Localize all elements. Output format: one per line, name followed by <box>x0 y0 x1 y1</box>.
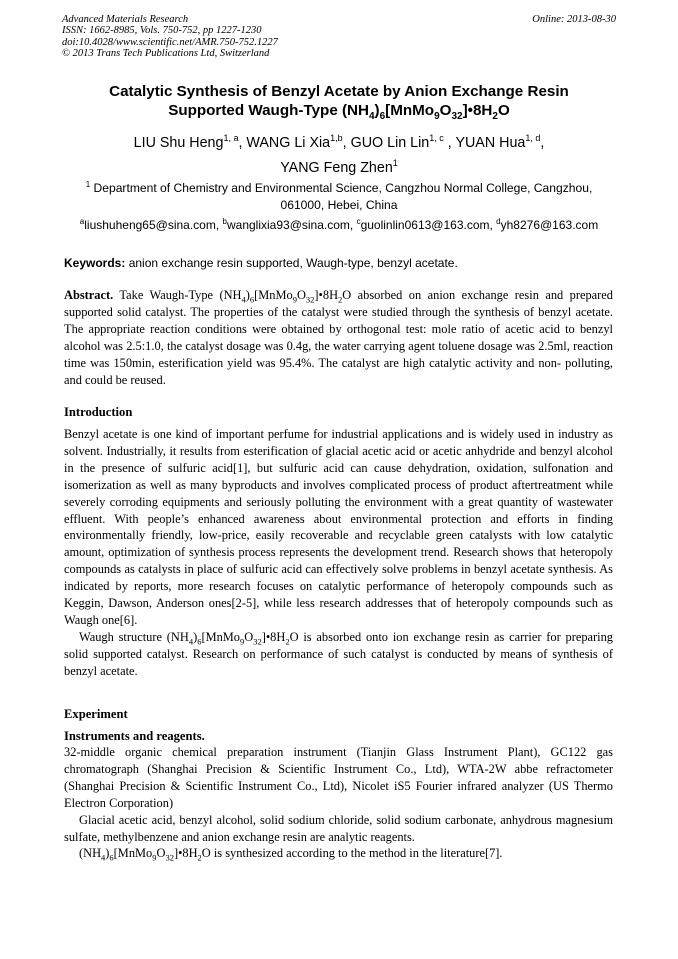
email-b: wanglixia93@sina.com <box>226 218 350 232</box>
abstract-text: Take Waugh-Type (NH <box>113 288 242 302</box>
title-text: Supported Waugh-Type (NH <box>168 102 369 119</box>
abstract-text: ]•8H <box>314 288 339 302</box>
intro-text: O is absorbed onto ion exchange resin as carrier for preparing solid supported catalyst. Research on performance of such catalyst is conducted by means of synthesis of benzyl acetate. <box>64 629 614 678</box>
abstract-subscript: 32 <box>305 294 315 305</box>
abstract-text: O absorbed on anion exchange resin and prepared supported solid catalyst. The properties of the catalyst were studied through the synthesis of benzyl acetate. The appropriate reaction conditions were obtained by orthogonal test: mole ratio of acetic acid to benzyl alcohol was 2.5:1.0, the catalyst dosage was 0.4g, the water carrying agent toluene dosage was 2.5ml, reaction time was 150min, esterification yield was 95.4%. The catalyst are high catalytic activity and non- polluting, and could be reused. <box>64 288 613 387</box>
exp-text: ) <box>105 846 110 861</box>
affiliation-line-1 <box>60 180 618 197</box>
title-text: ) <box>374 102 380 119</box>
abstract-paragraph <box>64 287 613 388</box>
abstract-text: O <box>296 288 306 302</box>
author-line-1: LIU Shu Heng$^{1, a}$, WANG Li Xia$^{1,b}$, GUO Lin Lin$^{1, c}$ , YUAN Hua$^{1, d}$, <box>133 133 545 151</box>
doi-line: doi:10.4028/www.scientific.net/AMR.750-752.1227 <box>62 36 278 48</box>
title-subscript: 4 <box>368 111 375 123</box>
title-text: O <box>497 102 510 119</box>
exp-subscript: 2 <box>197 852 202 863</box>
title-line-1: Catalytic Synthesis of Benzyl Acetate by Anion Exchange Resin <box>109 83 569 100</box>
abstract-subscript: 4 <box>241 294 246 305</box>
email-mark: c <box>356 217 361 226</box>
experiment-paragraph-2: Glacial acetic acid, benzyl alcohol, solid sodium chloride, solid sodium carbonate, anhydrous magnesium sulfate, methylbenzene and anion exchange resin are analytic reagents. <box>64 812 613 844</box>
title-subscript: 2 <box>492 111 498 123</box>
intro-subscript: 9 <box>240 636 245 647</box>
author-name: GUO Lin Lin <box>350 135 430 151</box>
experiment-body <box>64 744 613 862</box>
intro-subscript: 32 <box>253 636 262 647</box>
author-affil-mark: 1, a <box>223 133 239 144</box>
journal-name: Advanced Materials Research <box>62 14 189 25</box>
instruments-subheading: Instruments and reagents. <box>64 729 205 743</box>
experiment-heading: Experiment <box>64 707 128 721</box>
intro-subscript: 6 <box>197 636 202 647</box>
email-d: yh8276@163.com <box>500 218 599 232</box>
author-affil-mark: 1, c <box>429 133 444 144</box>
intro-text: [MnMo <box>201 629 241 644</box>
abstract-subscript: 2 <box>338 294 343 305</box>
abstract-subscript: 6 <box>249 294 255 305</box>
author-list <box>40 131 638 180</box>
author-line-2 <box>40 156 638 181</box>
email-line: $^a$liushuheng65@sina.com, $^b$wanglixia93@sina.com, $^c$guolinlin0613@163.com, $^d$yh8276@163.com <box>79 217 599 232</box>
intro-subscript: 2 <box>285 636 290 647</box>
intro-text: ) <box>193 629 198 644</box>
exp-subscript: 32 <box>165 852 174 863</box>
author-affil-mark: 1,b <box>330 133 343 144</box>
experiment-paragraph-3 <box>64 845 613 862</box>
running-header <box>62 14 616 60</box>
abstract-text: ) <box>245 288 250 302</box>
author-affil-mark: 1, d <box>525 133 541 144</box>
title-text: [MnMo <box>385 102 435 119</box>
keywords <box>64 255 624 271</box>
title-line-2 <box>40 101 638 123</box>
introduction-paragraph-1: Benzyl acetate is one kind of important perfume for industrial applications and is widely used in industry as solvent. Industrially, it results from esterification of glacial acetic acid or acetic anhydride and benzyl alcohol in the presence of sulfuric acid[1], but sulfuric acid can cause dehydration, oxidation, sulfonation and isomerization as well as many byproducts and involves complicated process of product aftertreatment while severely corroding equipments and seriously polluting the environment with a great quantity of wastewater effluent. With people’s enhanced awareness about environmental protection and efforts in finding environmentally friendly, low-price, easily recoverable and recyclable green catalysts with low catalytic amount, optimization of synthesis process represents the development trend. Research shows that heteropoly compounds as catalysts in place of sulfuric acid can effectively solve problems in benzyl acetate synthesis. As indicated by reports, more research focuses on catalytic performance of heteropoly compounds such as Keggin, Dawson, Anderson ones[2-5], while less research addresses that of heteropoly compounds such as Waugh one[6]. <box>64 427 613 627</box>
title-subscript: 6 <box>379 111 386 123</box>
author-affil-mark: 1 <box>392 157 398 168</box>
exp-subscript: 9 <box>152 852 157 863</box>
title-subscript: 9 <box>434 111 440 123</box>
abstract-subscript: 9 <box>292 294 297 305</box>
email-mark: b <box>222 217 227 226</box>
intro-text: Waugh structure (NH <box>79 629 189 644</box>
exp-text: O <box>156 846 166 861</box>
exp-text: O is synthesized according to the method in the literature[7]. <box>201 846 503 861</box>
experiment-paragraph-1: 32-middle organic chemical preparation instrument (Tianjin Glass Instrument Plant), GC122 gas chromatograph (Shanghai Precision & Scientific Instrument Co., Ltd), WTA-2W abbe refractometer (Shanghai Precision & Scientific Instrument Co., Ltd), Nicolet iS5 Fourier infrared analyzer (US Thermo Electron Corporation) <box>64 745 613 810</box>
exp-text: (NH <box>79 846 102 861</box>
introduction-body <box>64 426 613 680</box>
email-c: guolinlin0613@163.com <box>360 218 490 232</box>
issn-line: ISSN: 1662-8985, Vols. 750-752, pp 1227-1230 <box>62 25 262 37</box>
intro-text: ]•8H <box>261 629 286 644</box>
affiliation-line-2: 061000, Hebei, China <box>280 198 398 212</box>
keywords-label: Keywords: <box>64 256 126 270</box>
author-name: YANG Feng Zhen <box>280 159 393 176</box>
exp-subscript: 4 <box>101 852 106 863</box>
email-a: liushuheng65@sina.com <box>84 218 216 232</box>
introduction-heading: Introduction <box>64 405 133 419</box>
title-text: ]•8H <box>462 102 493 119</box>
title-text: O <box>439 102 452 119</box>
title-subscript: 32 <box>451 111 463 123</box>
author-name: YUAN Hua <box>455 135 526 151</box>
email-mark: a <box>79 217 85 226</box>
author-name: LIU Shu Heng <box>133 135 224 151</box>
exp-text: [MnMo <box>113 846 153 861</box>
exp-text: ]•8H <box>173 846 198 861</box>
introduction-paragraph-2 <box>64 629 613 680</box>
intro-text: O <box>244 629 254 644</box>
author-name: WANG Li Xia <box>246 135 331 151</box>
abstract-text: [MnMo <box>254 288 293 302</box>
online-date: Online: 2013-08-30 <box>532 14 616 25</box>
copyright-line: © 2013 Trans Tech Publications Ltd, Switzerland <box>62 48 270 60</box>
email-mark: d <box>496 217 501 226</box>
paper-title <box>40 82 638 123</box>
keywords-text: anion exchange resin supported, Waugh-type, benzyl acetate. <box>125 256 458 270</box>
exp-subscript: 6 <box>109 852 114 863</box>
affiliation <box>60 180 618 214</box>
abstract <box>64 287 613 388</box>
abstract-label: Abstract. <box>64 288 114 302</box>
affiliation-mark: 1 <box>85 179 91 189</box>
intro-subscript: 4 <box>188 636 194 647</box>
affiliation-text: Department of Chemistry and Environmental Science, Cangzhou Normal College, Cangzhou, <box>93 181 593 195</box>
